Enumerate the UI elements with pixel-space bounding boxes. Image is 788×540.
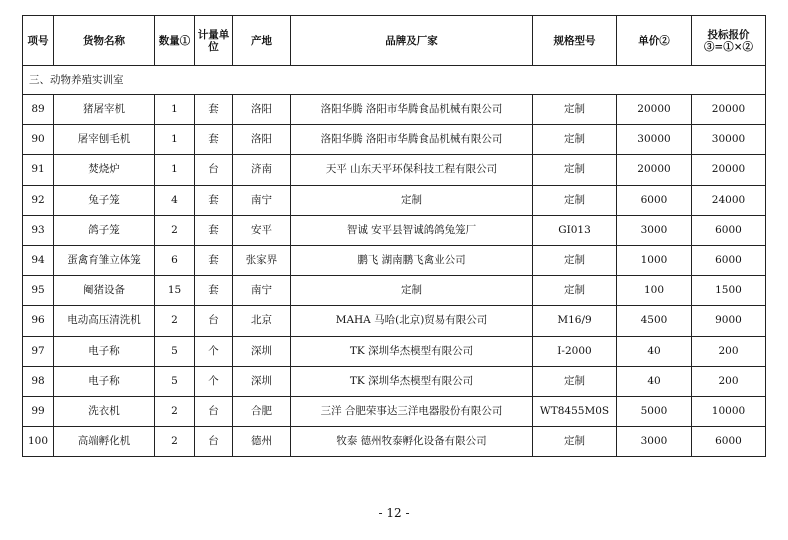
header-goods-name: 货物名称: [54, 16, 155, 66]
cell-unit-price: 6000: [617, 185, 692, 215]
cell-brand-manufacturer: TK 深圳华杰模型有限公司: [291, 366, 533, 396]
table-row: [23, 366, 766, 396]
header-unit: 计量单位: [195, 16, 233, 66]
cell-model: 定制: [533, 125, 617, 155]
table-row: [23, 427, 766, 457]
cell-bid-total: 20000: [692, 95, 766, 125]
table-row: [23, 306, 766, 336]
cell-bid-total: 6000: [692, 215, 766, 245]
cell-quantity: 2: [155, 306, 195, 336]
header-quantity: 数量①: [155, 16, 195, 66]
cell-quantity: 1: [155, 155, 195, 185]
cell-goods-name: 洗衣机: [54, 396, 155, 426]
table-header-row: [23, 16, 766, 66]
cell-item-no: 98: [23, 366, 54, 396]
table-row: [23, 276, 766, 306]
cell-unit: 套: [195, 185, 233, 215]
cell-quantity: 2: [155, 396, 195, 426]
cell-quantity: 5: [155, 336, 195, 366]
cell-goods-name: 蛋禽育雏立体笼: [54, 245, 155, 275]
cell-model: 定制: [533, 95, 617, 125]
cell-bid-total: 30000: [692, 125, 766, 155]
cell-origin: 合肥: [233, 396, 291, 426]
cell-unit-price: 3000: [617, 215, 692, 245]
cell-item-no: 89: [23, 95, 54, 125]
cell-item-no: 90: [23, 125, 54, 155]
cell-bid-total: 24000: [692, 185, 766, 215]
cell-origin: 洛阳: [233, 95, 291, 125]
cell-brand-manufacturer: 鹏飞 湖南鹏飞禽业公司: [291, 245, 533, 275]
cell-item-no: 99: [23, 396, 54, 426]
cell-bid-total: 200: [692, 366, 766, 396]
cell-brand-manufacturer: 天平 山东天平环保科技工程有限公司: [291, 155, 533, 185]
cell-item-no: 92: [23, 185, 54, 215]
cell-quantity: 5: [155, 366, 195, 396]
header-origin: 产地: [233, 16, 291, 66]
cell-unit: 台: [195, 396, 233, 426]
table-row: [23, 185, 766, 215]
cell-brand-manufacturer: 三洋 合肥荣事达三洋电器股份有限公司: [291, 396, 533, 426]
cell-model: 定制: [533, 427, 617, 457]
cell-origin: 安平: [233, 215, 291, 245]
cell-brand-manufacturer: 智诚 安平县智诚鸽鸽兔笼厂: [291, 215, 533, 245]
table-row: [23, 396, 766, 426]
table-row: [23, 215, 766, 245]
cell-brand-manufacturer: 洛阳华腾 洛阳市华腾食品机械有限公司: [291, 95, 533, 125]
cell-unit-price: 40: [617, 336, 692, 366]
cell-goods-name: 焚烧炉: [54, 155, 155, 185]
cell-goods-name: 猪屠宰机: [54, 95, 155, 125]
cell-bid-total: 10000: [692, 396, 766, 426]
cell-bid-total: 1500: [692, 276, 766, 306]
cell-model: 定制: [533, 276, 617, 306]
cell-unit-price: 3000: [617, 427, 692, 457]
cell-unit: 套: [195, 95, 233, 125]
cell-model: 定制: [533, 155, 617, 185]
cell-item-no: 96: [23, 306, 54, 336]
cell-unit: 台: [195, 155, 233, 185]
cell-quantity: 6: [155, 245, 195, 275]
cell-model: M16/9: [533, 306, 617, 336]
cell-model: I-2000: [533, 336, 617, 366]
cell-quantity: 2: [155, 215, 195, 245]
cell-model: GI013: [533, 215, 617, 245]
page-number: - 12 -: [378, 506, 410, 520]
table-row: [23, 155, 766, 185]
cell-bid-total: 20000: [692, 155, 766, 185]
cell-origin: 张家界: [233, 245, 291, 275]
cell-unit: 套: [195, 276, 233, 306]
cell-model: 定制: [533, 185, 617, 215]
cell-unit-price: 4500: [617, 306, 692, 336]
cell-item-no: 100: [23, 427, 54, 457]
cell-brand-manufacturer: 定制: [291, 276, 533, 306]
cell-bid-total: 9000: [692, 306, 766, 336]
cell-unit-price: 30000: [617, 125, 692, 155]
cell-goods-name: 屠宰刨毛机: [54, 125, 155, 155]
bid-price-table: [22, 15, 766, 457]
cell-unit-price: 20000: [617, 95, 692, 125]
cell-item-no: 95: [23, 276, 54, 306]
cell-origin: 深圳: [233, 366, 291, 396]
cell-quantity: 4: [155, 185, 195, 215]
cell-brand-manufacturer: MAHA 马哈(北京)贸易有限公司: [291, 306, 533, 336]
cell-item-no: 91: [23, 155, 54, 185]
cell-goods-name: 阉猪设备: [54, 276, 155, 306]
cell-quantity: 1: [155, 125, 195, 155]
cell-brand-manufacturer: 牧泰 德州牧泰孵化设备有限公司: [291, 427, 533, 457]
cell-goods-name: 鸽子笼: [54, 215, 155, 245]
cell-origin: 南宁: [233, 185, 291, 215]
cell-model: 定制: [533, 245, 617, 275]
cell-unit-price: 100: [617, 276, 692, 306]
cell-model: 定制: [533, 366, 617, 396]
cell-goods-name: 电动高压清洗机: [54, 306, 155, 336]
header-item-no: 项号: [23, 16, 54, 66]
cell-origin: 北京: [233, 306, 291, 336]
cell-unit: 套: [195, 215, 233, 245]
table-row: [23, 95, 766, 125]
cell-unit-price: 40: [617, 366, 692, 396]
cell-unit: 个: [195, 336, 233, 366]
cell-origin: 深圳: [233, 336, 291, 366]
cell-item-no: 93: [23, 215, 54, 245]
cell-brand-manufacturer: 定制: [291, 185, 533, 215]
header-bid-total: 投标报价③=①×②: [692, 16, 766, 66]
cell-quantity: 1: [155, 95, 195, 125]
cell-quantity: 15: [155, 276, 195, 306]
section-row: [23, 66, 766, 95]
cell-unit: 台: [195, 306, 233, 336]
cell-unit-price: 1000: [617, 245, 692, 275]
cell-unit: 台: [195, 427, 233, 457]
cell-origin: 德州: [233, 427, 291, 457]
cell-bid-total: 200: [692, 336, 766, 366]
table-row: [23, 336, 766, 366]
cell-origin: 洛阳: [233, 125, 291, 155]
cell-quantity: 2: [155, 427, 195, 457]
cell-model: WT8455M0S: [533, 396, 617, 426]
cell-bid-total: 6000: [692, 427, 766, 457]
cell-item-no: 97: [23, 336, 54, 366]
header-unit-price: 单价②: [617, 16, 692, 66]
cell-brand-manufacturer: TK 深圳华杰模型有限公司: [291, 336, 533, 366]
cell-goods-name: 电子称: [54, 336, 155, 366]
cell-unit: 套: [195, 245, 233, 275]
header-brand-manufacturer: 品牌及厂家: [291, 16, 533, 66]
cell-unit-price: 20000: [617, 155, 692, 185]
table-row: [23, 245, 766, 275]
header-model: 规格型号: [533, 16, 617, 66]
cell-item-no: 94: [23, 245, 54, 275]
cell-brand-manufacturer: 洛阳华腾 洛阳市华腾食品机械有限公司: [291, 125, 533, 155]
cell-goods-name: 高端孵化机: [54, 427, 155, 457]
cell-goods-name: 兔子笼: [54, 185, 155, 215]
cell-bid-total: 6000: [692, 245, 766, 275]
table-row: [23, 125, 766, 155]
cell-unit: 套: [195, 125, 233, 155]
cell-origin: 南宁: [233, 276, 291, 306]
cell-goods-name: 电子称: [54, 366, 155, 396]
cell-unit-price: 5000: [617, 396, 692, 426]
section-title: 三、动物养殖实训室: [23, 66, 766, 95]
cell-origin: 济南: [233, 155, 291, 185]
cell-unit: 个: [195, 366, 233, 396]
